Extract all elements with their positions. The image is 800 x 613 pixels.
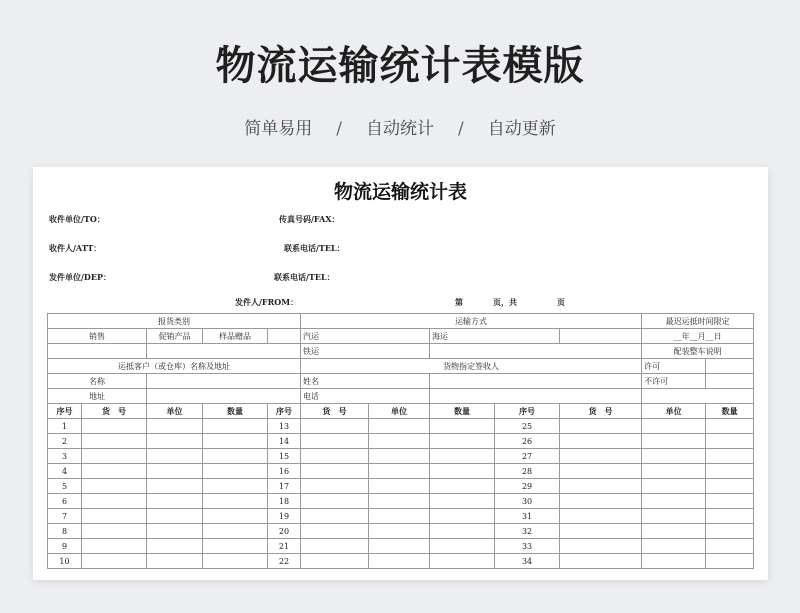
seq-cell: 18: [268, 494, 301, 509]
blank-cell: [642, 524, 706, 539]
seq-cell: 22: [268, 554, 301, 569]
blank-cell: [706, 539, 754, 554]
blank-cell: [301, 434, 369, 449]
blank-cell: [369, 464, 430, 479]
blank-cell: [706, 479, 754, 494]
blank-cell: [560, 419, 642, 434]
field-fax: 传真号码/FAX：: [279, 214, 340, 224]
separator: /: [336, 119, 342, 139]
blank-cell: [642, 479, 706, 494]
blank-cell: [560, 539, 642, 554]
blank-cell: [82, 479, 147, 494]
blank-cell: [82, 539, 147, 554]
table-row: [48, 419, 754, 434]
phone-value-cell: [430, 389, 642, 404]
customer-header-row: [48, 359, 754, 374]
blank-cell: [706, 419, 754, 434]
option-sample: 样品赠品: [203, 329, 268, 344]
col-header-qty: 数量: [706, 404, 754, 419]
name-row: [48, 374, 754, 389]
feature-easy: 简单易用: [244, 119, 313, 139]
blank-cell: [430, 449, 495, 464]
blank-cell: [430, 479, 495, 494]
blank-cell: [82, 494, 147, 509]
blank-cell: [642, 464, 706, 479]
col-header-unit: 单位: [147, 404, 203, 419]
blank-cell: [369, 434, 430, 449]
blank-cell: [301, 464, 369, 479]
blank-cell: [430, 434, 495, 449]
section-header-row: [48, 314, 754, 329]
col-header-unit: 单位: [642, 404, 706, 419]
col-header-seq: 序号: [268, 404, 301, 419]
blank-cell: [369, 449, 430, 464]
seq-cell: 5: [48, 479, 82, 494]
seq-cell: 15: [268, 449, 301, 464]
blank-cell: [147, 344, 301, 359]
options-row-1: [48, 329, 754, 344]
blank-cell: [369, 479, 430, 494]
blank-cell: [642, 554, 706, 569]
blank-cell: [147, 419, 203, 434]
blank-cell: [82, 449, 147, 464]
blank-cell: [301, 539, 369, 554]
blank-cell: [147, 479, 203, 494]
blank-cell: [203, 524, 268, 539]
col-header-item-no: 货 号: [82, 404, 147, 419]
blank-cell: [706, 554, 754, 569]
blank-cell: [301, 509, 369, 524]
seq-cell: 8: [48, 524, 82, 539]
blank-cell: [203, 539, 268, 554]
label-person-name: 姓名: [301, 374, 430, 389]
blank-cell: [560, 449, 642, 464]
blank-cell: [706, 494, 754, 509]
blank-cell: [301, 479, 369, 494]
document-title: 物流运输统计表: [333, 181, 467, 203]
feature-tagline: [0, 114, 800, 139]
blank-cell: [560, 524, 642, 539]
blank-cell: [301, 494, 369, 509]
seq-cell: 28: [495, 464, 560, 479]
blank-cell: [706, 359, 754, 374]
blank-cell: [560, 509, 642, 524]
blank-cell: [147, 554, 203, 569]
table-row: [48, 449, 754, 464]
seq-cell: 17: [268, 479, 301, 494]
seq-cell: 34: [495, 554, 560, 569]
blank-cell: [82, 554, 147, 569]
blank-cell: [430, 494, 495, 509]
blank-cell: [48, 344, 147, 359]
blank-cell: [203, 479, 268, 494]
seq-cell: 25: [495, 419, 560, 434]
blank-cell: [642, 419, 706, 434]
seq-cell: 33: [495, 539, 560, 554]
blank-cell: [706, 509, 754, 524]
deadline-header: 最迟运抵时间限定: [642, 314, 754, 329]
seq-cell: 16: [268, 464, 301, 479]
document-preview: [33, 167, 768, 580]
table-row: [48, 539, 754, 554]
seq-cell: 32: [495, 524, 560, 539]
col-header-seq: 序号: [48, 404, 82, 419]
blank-cell: [203, 554, 268, 569]
goods-type-header: 报货类别: [48, 314, 301, 329]
feature-auto-update: 自动更新: [487, 119, 556, 139]
blank-cell: [642, 494, 706, 509]
blank-cell: [642, 434, 706, 449]
blank-cell: [706, 464, 754, 479]
seq-cell: 29: [495, 479, 560, 494]
separator: /: [458, 119, 464, 139]
blank-cell: [147, 464, 203, 479]
person-name-value-cell: [430, 374, 642, 389]
page-label-ye-gong: 页，共: [493, 297, 517, 307]
blank-cell: [268, 329, 301, 344]
seq-cell: 4: [48, 464, 82, 479]
option-allowed: 许可: [642, 359, 706, 374]
feature-auto-stats: 自动统计: [366, 119, 434, 139]
field-to: 收件单位/TO：: [49, 214, 105, 224]
blank-cell: [369, 419, 430, 434]
field-dep: 发件单位/DEP：: [49, 272, 111, 282]
receiver-header: 货物指定签收人: [301, 359, 642, 374]
blank-cell: [706, 449, 754, 464]
blank-cell: [147, 509, 203, 524]
option-not-allowed: 不许可: [642, 374, 706, 389]
options-row-2: [48, 344, 754, 359]
blank-cell: [301, 554, 369, 569]
dest-customer-header: 运抵客户（或仓库）名称及地址: [48, 359, 301, 374]
address-value-cell: [147, 389, 301, 404]
col-header-qty: 数量: [430, 404, 495, 419]
col-header-item-no: 货 号: [560, 404, 642, 419]
blank-cell: [301, 449, 369, 464]
blank-cell: [369, 554, 430, 569]
blank-cell: [642, 509, 706, 524]
option-sales: 销售: [48, 329, 147, 344]
table-row: [48, 434, 754, 449]
blank-cell: [369, 509, 430, 524]
blank-cell: [147, 524, 203, 539]
blank-cell: [430, 524, 495, 539]
blank-cell: [369, 494, 430, 509]
blank-cell: [82, 509, 147, 524]
blank-cell: [706, 524, 754, 539]
page-label-di: 第: [455, 297, 463, 307]
label-address: 地址: [48, 389, 147, 404]
blank-cell: [430, 464, 495, 479]
transport-mode-header: 运输方式: [301, 314, 642, 329]
seq-cell: 2: [48, 434, 82, 449]
seq-cell: 14: [268, 434, 301, 449]
seq-cell: 7: [48, 509, 82, 524]
blank-cell: [203, 464, 268, 479]
items-header-row: [48, 404, 754, 419]
col-header-unit: 单位: [369, 404, 430, 419]
col-header-item-no: 货 号: [301, 404, 369, 419]
blank-cell: [642, 389, 754, 404]
blank-cell: [82, 524, 147, 539]
table-row: [48, 509, 754, 524]
seq-cell: 21: [268, 539, 301, 554]
blank-cell: [147, 494, 203, 509]
blank-cell: [706, 374, 754, 389]
page-label-ye: 页: [557, 297, 565, 307]
blank-cell: [301, 524, 369, 539]
blank-cell: [560, 479, 642, 494]
blank-cell: [301, 419, 369, 434]
blank-cell: [560, 494, 642, 509]
blank-cell: [430, 419, 495, 434]
table-row: [48, 479, 754, 494]
blank-cell: [147, 449, 203, 464]
seq-cell: 26: [495, 434, 560, 449]
table-row: [48, 554, 754, 569]
blank-cell: [430, 554, 495, 569]
seq-cell: 27: [495, 449, 560, 464]
blank-cell: [430, 539, 495, 554]
seq-cell: 10: [48, 554, 82, 569]
label-phone: 电话: [301, 389, 430, 404]
table-row: [48, 464, 754, 479]
seq-cell: 13: [268, 419, 301, 434]
option-promo: 促销产品: [147, 329, 203, 344]
blank-cell: [560, 329, 642, 344]
col-header-qty: 数量: [203, 404, 268, 419]
blank-cell: [369, 539, 430, 554]
table-row: [48, 524, 754, 539]
seq-cell: 3: [48, 449, 82, 464]
blank-cell: [642, 539, 706, 554]
col-header-seq: 序号: [495, 404, 560, 419]
option-rail: 铁运: [301, 344, 430, 359]
seq-cell: 1: [48, 419, 82, 434]
blank-cell: [82, 419, 147, 434]
field-tel-2: 联系电话/TEL：: [274, 272, 335, 282]
seq-cell: 31: [495, 509, 560, 524]
field-from: 发件人/FROM：: [235, 297, 299, 307]
field-att: 收件人/ATT：: [49, 243, 102, 253]
field-tel-1: 联系电话/TEL：: [284, 243, 345, 253]
blank-cell: [203, 494, 268, 509]
label-name: 名称: [48, 374, 147, 389]
blank-cell: [203, 419, 268, 434]
blank-cell: [430, 344, 642, 359]
seq-cell: 19: [268, 509, 301, 524]
option-sea: 海运: [430, 329, 560, 344]
page-title: 物流运输统计表模版: [215, 43, 585, 89]
blank-cell: [82, 464, 147, 479]
logistics-form-table: [47, 313, 754, 569]
seq-cell: 6: [48, 494, 82, 509]
blank-cell: [560, 464, 642, 479]
name-value-cell: [147, 374, 301, 389]
address-row: [48, 389, 754, 404]
blank-cell: [203, 434, 268, 449]
option-truck: 汽运: [301, 329, 430, 344]
blank-cell: [147, 434, 203, 449]
deadline-date: __年__月__日: [642, 329, 754, 344]
blank-cell: [706, 434, 754, 449]
blank-cell: [147, 539, 203, 554]
seq-cell: 30: [495, 494, 560, 509]
blank-cell: [369, 524, 430, 539]
blank-cell: [560, 434, 642, 449]
blank-cell: [203, 509, 268, 524]
loading-note: 配装整车说明: [642, 344, 754, 359]
blank-cell: [430, 509, 495, 524]
seq-cell: 9: [48, 539, 82, 554]
blank-cell: [203, 449, 268, 464]
blank-cell: [560, 554, 642, 569]
blank-cell: [82, 434, 147, 449]
blank-cell: [642, 449, 706, 464]
table-row: [48, 494, 754, 509]
seq-cell: 20: [268, 524, 301, 539]
